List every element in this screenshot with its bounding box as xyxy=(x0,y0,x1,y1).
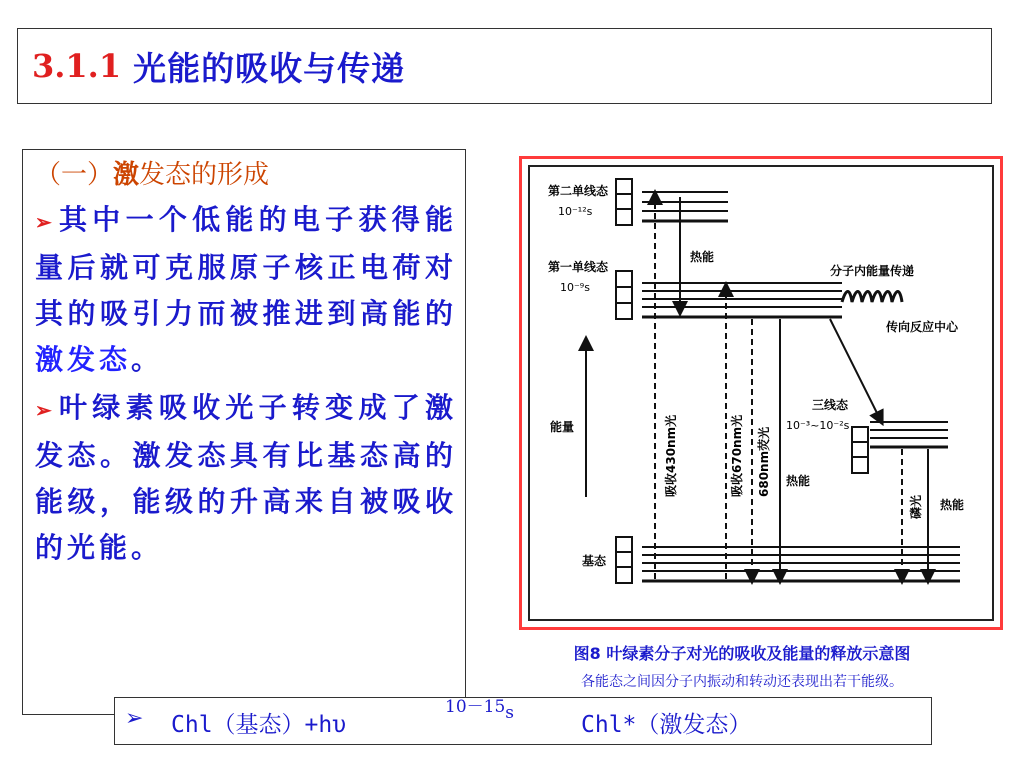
equation-left-c: +hυ xyxy=(304,712,347,738)
equation-timescale xyxy=(445,692,515,723)
triplet-levels xyxy=(870,422,948,447)
first-singlet-levels xyxy=(642,283,842,317)
energy-transfer-wave xyxy=(842,292,902,303)
para1-text: 其中一个低能的电子获得能量后就可克服原子核正电荷对其的吸引力而被推进到高能的 xyxy=(35,203,457,330)
equation-exp-base: 10 xyxy=(445,697,467,717)
figure-caption: 图8 叶绿素分子对光的吸收及能量的释放示意图 xyxy=(573,644,911,663)
label-ground: 基态 xyxy=(582,554,607,568)
label-second-singlet-time: 10⁻¹²s xyxy=(558,205,593,218)
equation-right-b: （激发态） xyxy=(636,712,752,738)
label-absorb-670: 吸收670nm光 xyxy=(730,414,744,497)
subheading-prefix: （一） xyxy=(35,160,114,190)
label-heat-top: 热能 xyxy=(690,250,715,264)
orbital-boxes xyxy=(616,179,868,583)
equation-exp-unit: s xyxy=(505,703,515,723)
bullet-paragraph-1 xyxy=(35,197,457,383)
label-triplet-time: 10⁻³~10⁻²s xyxy=(786,419,850,432)
section-number: 3.1.1 xyxy=(32,47,122,85)
figure-subcaption: 各能态之间因分子内振动和转动还表现出若干能级。 xyxy=(581,674,903,690)
equation-left xyxy=(171,706,346,739)
subheading xyxy=(35,154,457,191)
label-second-singlet: 第二单线态 xyxy=(548,184,609,198)
energy-diagram xyxy=(528,165,994,621)
para1-highlight: 激发态 xyxy=(35,343,132,376)
label-triplet: 三线态 xyxy=(812,398,849,412)
equation-left-b: （基态） xyxy=(212,712,305,738)
label-phosphorescence: 磷光 xyxy=(909,494,923,519)
equation-left-a: Chl xyxy=(171,712,213,738)
equation-exp-power: －15 xyxy=(466,697,506,717)
label-first-singlet: 第一单线态 xyxy=(548,260,609,274)
page-title: 光能的吸收与传递 xyxy=(133,48,406,88)
diagram-frame xyxy=(519,156,1003,630)
subheading-rest: 发态的形成 xyxy=(139,160,270,190)
equation-right xyxy=(581,706,751,739)
label-to-reaction-center: 传向反应中心 xyxy=(886,320,959,334)
equation-right-a: Chl* xyxy=(581,712,637,738)
title-bar xyxy=(17,28,992,104)
label-heat-mid: 热能 xyxy=(786,474,811,488)
bullet-arrow-icon: ➢ xyxy=(125,706,144,731)
label-absorb-430: 吸收430nm光 xyxy=(664,414,678,497)
bullet-paragraph-2 xyxy=(35,385,457,571)
text-panel xyxy=(22,149,466,715)
label-energy: 能量 xyxy=(550,420,575,434)
bullet-arrow-icon: ➢ xyxy=(35,398,56,422)
para1-end: 。 xyxy=(131,343,164,376)
equation-box xyxy=(114,697,932,745)
label-fluor-680: 680nm荧光 xyxy=(757,426,771,497)
energy-diagram-svg xyxy=(530,167,992,619)
para2-text: 叶绿素吸收光子转变成了激发态。激发态具有比基态高的能级，能级的升高来自被吸收的光能。 xyxy=(35,391,457,564)
subheading-first: 激 xyxy=(113,160,140,190)
ground-levels xyxy=(642,547,960,581)
label-heat-right: 热能 xyxy=(940,498,965,512)
label-intramolecular: 分子内能量传递 xyxy=(830,264,915,278)
label-first-singlet-time: 10⁻⁹s xyxy=(560,281,590,294)
bullet-arrow-icon: ➢ xyxy=(35,210,56,234)
